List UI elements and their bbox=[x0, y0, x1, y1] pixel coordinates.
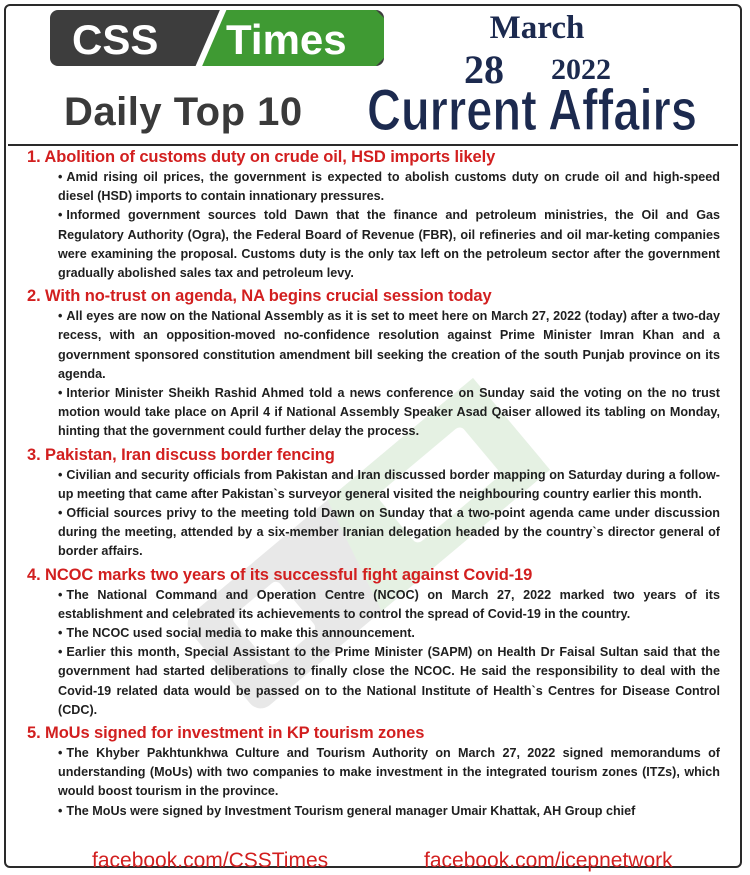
news-point-text: All eyes are now on the National Assembly as it is set to meet here on March 27, 2022 (today) after a two-day recess, with an opposition-moved no-confidence resolution against Prime Minister Imran Khan and a government sponsored constitution amendment bill seeking the creation of the south Punjab province on its agenda. bbox=[58, 309, 720, 381]
news-point-text: The National Command and Operation Centre (NCOC) on March 27, 2022 marked two years of its establishment and celebrated its achievements to control the spread of Covid-19 in the country. bbox=[58, 587, 720, 621]
bullet-icon: • bbox=[58, 803, 63, 818]
bullet-icon: • bbox=[58, 309, 63, 324]
news-point-text: Interior Minister Sheikh Rashid Ahmed told a news conference on Sunday said the voting on the no trust motion would take place on April 4 if National Assembly Speaker Asad Qaiser allowed its tabling on Monday, hinting that the government could further delay the process. bbox=[58, 386, 720, 439]
news-point bbox=[24, 504, 720, 562]
news-point-text: Informed government sources told Dawn that the finance and petroleum ministries, the Oil and Gas Regulatory Authority (Ogra), the Federal Board of Revenue (FBR), oil refineries and oil mar-keting companies were examining the proposal. Customs duty is the only tax left on the petroleum sector after the government gradually abolished sales tax and petroleum levy. bbox=[58, 208, 720, 281]
news-item bbox=[24, 146, 720, 283]
css-times-logo bbox=[50, 10, 384, 66]
news-point bbox=[24, 466, 720, 504]
footer bbox=[0, 845, 750, 875]
bullet-icon: • bbox=[58, 208, 63, 223]
news-title: 3. Pakistan, Iran discuss border fencing bbox=[27, 445, 335, 464]
bullet-icon: • bbox=[58, 170, 63, 184]
news-item bbox=[24, 722, 720, 821]
news-point-text: Earlier this month, Special Assistant to the Prime Minister (SAPM) on Health Dr Faisal Sultan said that the government had started deliberations to finally close the NCOC. He said the responsibility to deal with the Covid-19 related data would be passed on to the National Institute of Health`s Centres for Disease Control (CDC). bbox=[58, 645, 720, 717]
news-list bbox=[24, 146, 720, 823]
news-point bbox=[24, 384, 720, 442]
bullet-icon: • bbox=[58, 386, 63, 401]
news-item bbox=[24, 285, 720, 441]
current-affairs-text: Current Affairs bbox=[367, 78, 697, 140]
news-title: 5. MoUs signed for investment in KP tourism zones bbox=[27, 724, 425, 743]
date-day: 28 bbox=[464, 47, 504, 92]
footer-link-csstimes[interactable]: facebook.com/CSSTimes bbox=[92, 849, 329, 872]
date-month: March bbox=[489, 10, 585, 46]
headline-daily-top: Daily Top 10 bbox=[64, 90, 303, 134]
news-point bbox=[24, 168, 720, 206]
bullet-icon: • bbox=[58, 587, 63, 602]
news-point-text: The Khyber Pakhtunkhwa Culture and Tourism Authority on March 27, 2022 signed memorandums of understanding (MoUs) with two companies to make investment in the integrated tourism zones (ITZs), which would boost tourism in the province. bbox=[58, 746, 720, 799]
news-point bbox=[24, 624, 720, 643]
news-point bbox=[24, 206, 720, 283]
date-year: 2022 bbox=[551, 53, 611, 86]
news-point-text: The MoUs were signed by Investment Tourism general manager Umair Khattak, AH Group chief bbox=[66, 803, 636, 818]
news-point bbox=[24, 744, 720, 802]
news-item bbox=[24, 564, 720, 720]
news-point-text: Amid rising oil prices, the government is expected to abolish customs duty on crude oil and high-speed diesel (HSD) imports to contain innationary pressures. bbox=[58, 170, 720, 204]
headline-current-affairs bbox=[364, 78, 700, 140]
news-point-text: Civilian and security officials from Pakistan and Iran discussed border mapping on Saturday during a follow-up meeting that came after Pakistan`s surveyor general visited the neighbouring country earlier this month. bbox=[58, 467, 720, 501]
news-point bbox=[24, 802, 720, 821]
news-point bbox=[24, 586, 720, 624]
news-point bbox=[24, 307, 720, 384]
news-item bbox=[24, 444, 720, 562]
footer-link-icepnetwork[interactable]: facebook.com/icepnetwork bbox=[424, 849, 673, 872]
logo-text-times: Times bbox=[226, 16, 347, 63]
news-point-text: Official sources privy to the meeting told Dawn on Sunday that a two-point agenda came under discussion during the meeting, attended by a six-member Iranian delegation headed by the country`s director general of border affairs. bbox=[58, 506, 720, 559]
bullet-icon: • bbox=[58, 506, 63, 521]
bullet-icon: • bbox=[58, 746, 63, 761]
logo-text-css: CSS bbox=[72, 16, 159, 63]
news-title: 2. With no-trust on agenda, NA begins crucial session today bbox=[27, 287, 492, 306]
bullet-icon: • bbox=[58, 645, 63, 660]
bullet-icon: • bbox=[58, 626, 63, 641]
page-frame bbox=[4, 4, 742, 868]
news-point bbox=[24, 643, 720, 720]
news-title: 4. NCOC marks two years of its successful fight against Covid-19 bbox=[27, 565, 533, 584]
bullet-icon: • bbox=[58, 467, 63, 482]
news-point-text: The NCOC used social media to make this announcement. bbox=[66, 626, 415, 641]
news-title: 1. Abolition of customs duty on crude oil, HSD imports likely bbox=[27, 148, 496, 166]
